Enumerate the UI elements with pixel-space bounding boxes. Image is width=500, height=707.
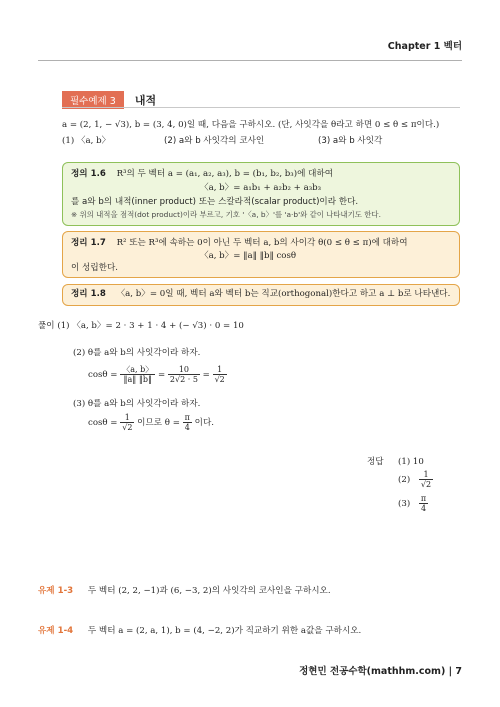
solution-2-formula: cosθ = $\frac{〈a, b〉}{‖a‖ ‖b‖}$ = $\frac{10}{2√2 \cdot 5}$ = $\frac{1}{√2}$ xyxy=(88,365,225,385)
theorem-1-7-line1 xyxy=(71,239,408,248)
answer-3: (3) $\frac{\pi}{4}$ xyxy=(398,494,427,514)
theorem-1-7-formula: 〈a, b〉= ‖a‖ ‖b‖ cosθ xyxy=(200,251,297,261)
solution-2-fraction-1: $\frac{〈a, b〉}{‖a‖ ‖b‖}$ xyxy=(122,365,154,385)
answer-2: (2) $\frac{1}{√2}$ xyxy=(398,470,432,490)
theorem-1-7-text1: R² 또는 R³에 속하는 0이 아닌 두 벡터 a, b의 사이각 θ(0 ≤ θ ≤ π)에 대하여 xyxy=(116,238,408,248)
solution-3-fraction-1: $\frac{1}{√2}$ xyxy=(122,413,133,433)
example-problem: a = (2, 1, − √3), b = (3, 4, 0)일 때, 다음을 구하시오. (단, 사잇각을 θ라고 하면 0 ≤ θ ≤ π이다.) xyxy=(62,120,440,130)
example-divider xyxy=(62,107,460,108)
solution-2-fraction-3: $\frac{1}{√2}$ xyxy=(214,365,225,385)
definition-line1 xyxy=(71,170,333,179)
solution-3-formula: cosθ = $\frac{1}{√2}$ 이므로 θ = $\frac{\pi}{4}$ 이다. xyxy=(88,413,214,433)
solution-3-lhs: cosθ = xyxy=(88,418,118,429)
example-title: 내적 xyxy=(134,93,157,107)
exercise-1-4 xyxy=(38,627,361,636)
theorem-1-7-label: 정리 1.7 xyxy=(71,238,106,248)
question-1: (1) 〈a, b〉 xyxy=(62,136,111,146)
definition-formula: 〈a, b〉= a₁b₁ + a₂b₂ + a₃b₃ xyxy=(200,183,322,193)
chapter-header: Chapter 1 벡터 xyxy=(387,41,462,52)
answer-label: 정답 xyxy=(367,457,384,467)
definition-line2: 를 a와 b의 내적(inner product) 또는 스칼라적(scalar product)이라 한다. xyxy=(71,197,359,207)
solution-3-fraction-2: $\frac{\pi}{4}$ xyxy=(184,413,190,433)
question-3: (3) a와 b 사잇각 xyxy=(318,136,383,146)
answer-1: (1) 10 xyxy=(398,457,424,467)
example-badge: 필수예제 3 xyxy=(62,91,124,109)
solution-3-intro: (3) θ를 a와 b의 사잇각이라 하자. xyxy=(73,399,201,409)
exercise-1-3 xyxy=(38,587,331,596)
exercise-1-4-label: 유제 1-4 xyxy=(38,626,74,636)
exercise-1-3-text: 두 벡터 (2, 2, −1)과 (6, −3, 2)의 사잇각의 코사인을 구하시오. xyxy=(87,586,331,596)
question-2: (2) a와 b 사잇각의 코사인 xyxy=(164,136,265,146)
definition-note: ※ 위의 내적을 점적(dot product)이라 부르고, 기호 '〈a, b〉'를 'a·b'와 같이 나타내기도 한다. xyxy=(71,210,381,219)
solution-2-intro: (2) θ를 a와 b의 사잇각이라 하자. xyxy=(73,348,201,358)
exercise-1-3-label: 유제 1-3 xyxy=(38,586,74,596)
header-divider xyxy=(38,60,462,61)
definition-text1: R³의 두 벡터 a = (a₁, a₂, a₃), b = (b₁, b₂, b₃)에 대하여 xyxy=(116,169,334,179)
solution-2-lhs: cosθ = xyxy=(88,370,118,381)
theorem-1-7-line2: 이 성립한다. xyxy=(71,263,118,273)
page-footer: 정현민 전공수학(mathhm.com) | 7 xyxy=(299,666,462,677)
definition-label: 정의 1.6 xyxy=(71,169,106,179)
solution-1: 풀이 (1) 〈a, b〉= 2 · 3 + 1 · 4 + (− √3) · 0 = 10 xyxy=(38,321,244,331)
example-heading xyxy=(62,89,156,105)
theorem-1-8-label: 정리 1.8 xyxy=(71,289,106,299)
exercise-1-4-text: 두 벡터 a = (2, a, 1), b = (4, −2, 2)가 직교하기 위한 a값을 구하시오. xyxy=(87,626,362,636)
theorem-1-8-text: 〈a, b〉= 0일 때, 벡터 a와 벡터 b는 직교(orthogonal)한다고 하고 a ⊥ b로 나타낸다. xyxy=(116,289,451,299)
theorem-1-8-line xyxy=(71,290,450,299)
solution-2-fraction-2: $\frac{10}{2√2 \cdot 5}$ xyxy=(169,365,198,385)
